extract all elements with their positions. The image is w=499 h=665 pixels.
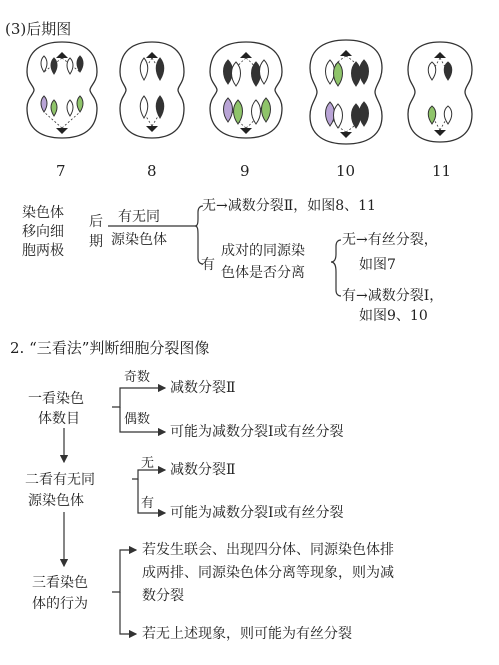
tree1-result2-line2: 如图9、10 (359, 308, 428, 324)
tree1-root-line1: 染色体 (22, 205, 64, 221)
section-title-three-look: 2. “三看法”判断细胞分裂图像 (10, 339, 210, 357)
step2-line2: 源染色体 (28, 493, 84, 509)
figure-label-11: 11 (432, 162, 452, 180)
figure-label-10: 10 (336, 162, 356, 180)
cell-figure-11 (408, 42, 472, 142)
tree1-yes-label: 有 (201, 257, 215, 273)
behavior-line2: 成两排、同源染色体分离等现象，则为减 (142, 565, 394, 581)
cell-figure-8 (120, 42, 184, 138)
figure-label-7: 7 (56, 162, 66, 180)
tree1-question1-line2: 源染色体 (111, 232, 167, 248)
even-result: 可能为减数分裂Ⅰ或有丝分裂 (170, 424, 344, 440)
section-title-late-phase: (3)后期图 (5, 20, 72, 38)
step3-line2: 体的行为 (32, 596, 88, 612)
have-label: 有 (141, 496, 155, 511)
tree1-question2-line2: 色体是否分离 (221, 265, 305, 281)
none-result: 减数分裂Ⅱ (170, 462, 236, 478)
tree1-stage-line2: 期 (89, 234, 103, 250)
tree1-stage-line1: 后 (89, 214, 103, 230)
tree1-result1-line2: 如图7 (359, 257, 396, 273)
tree1-result2-line1: 有→减数分裂Ⅰ， (342, 288, 444, 304)
none-label: 无 (141, 456, 155, 471)
else-result: 若无上述现象，则可能为有丝分裂 (142, 626, 352, 642)
tree1-question1-line1: 有无同 (118, 209, 160, 225)
tree1-result1-line1: 无→有丝分裂， (342, 232, 438, 248)
tree1-question2-line1: 成对的同源染 (221, 243, 305, 259)
figure-label-9: 9 (240, 162, 250, 180)
even-label: 偶数 (124, 412, 151, 427)
tree1-no-label: 无 (202, 198, 216, 214)
have-result: 可能为减数分裂Ⅰ或有丝分裂 (170, 505, 344, 521)
behavior-line1: 若发生联会、出现四分体、同源染色体排 (142, 542, 394, 558)
figure-label-8: 8 (147, 162, 157, 180)
tree1-root-line3: 胞两极 (22, 243, 64, 259)
odd-label: 奇数 (124, 370, 151, 385)
step3-line1: 三看染色 (32, 575, 88, 591)
behavior-line3: 数分裂 (142, 588, 184, 604)
odd-result: 减数分裂Ⅱ (170, 380, 236, 396)
step1-line1: 一看染色 (28, 391, 84, 407)
cell-figure-7 (27, 42, 97, 138)
tree1-no-result: →减数分裂Ⅱ，如图8、11 (216, 198, 376, 214)
cell-figure-9 (210, 42, 282, 138)
cell-figure-10 (310, 40, 382, 144)
step1-line2: 体数目 (38, 411, 80, 427)
cell-division-figures (0, 0, 499, 160)
tree1-root-line2: 移向细 (22, 224, 64, 240)
step2-line1: 二看有无同 (25, 472, 95, 488)
